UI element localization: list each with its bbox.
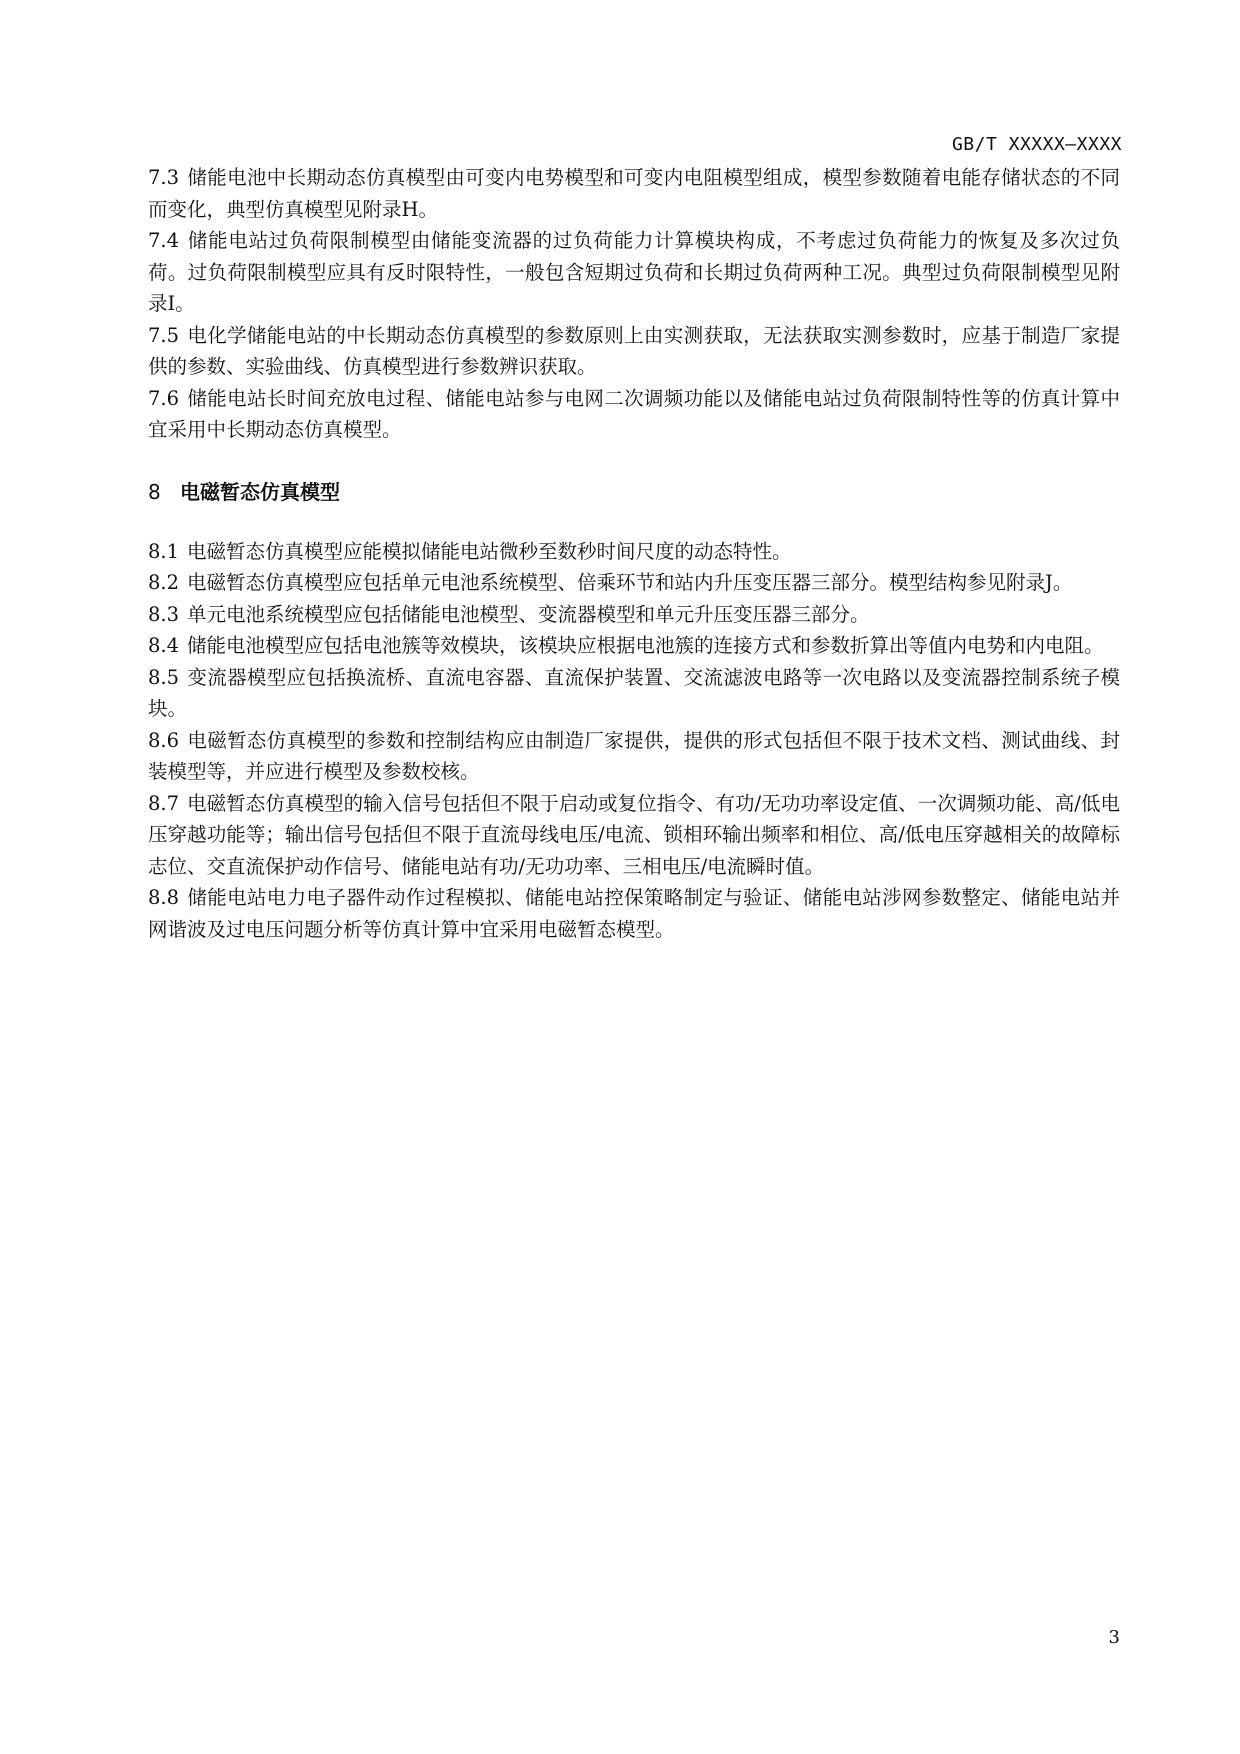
clause-8-1 <box>148 536 1120 568</box>
clause-number: 8.8 <box>148 886 180 909</box>
clause-text: 电磁暂态仿真模型的输入信号包括但不限于启动或复位指令、有功/无功功率设定值、一次调频功能、高/低电压穿越功能等；输出信号包括但不限于直流母线电压/电流、锁相环输出频率和相位、高/低电压穿越相关的故障标志位、交直流保护动作信号、储能电站有功/无功功率、三相电压/电流瞬时值。 <box>148 791 1120 878</box>
clause-8-4 <box>148 630 1120 662</box>
clause-7-5 <box>148 320 1120 383</box>
clause-text: 储能电池模型应包括电池簇等效模块，该模块应根据电池簇的连接方式和参数折算出等值内电势和内电阻。 <box>187 634 1104 657</box>
clause-text: 变流器模型应包括换流桥、直流电容器、直流保护装置、交流滤波电路等一次电路以及变流器控制系统子模块。 <box>148 665 1120 720</box>
clause-text: 电磁暂态仿真模型的参数和控制结构应由制造厂家提供，提供的形式包括但不限于技术文档、测试曲线、封装模型等，并应进行模型及参数校核。 <box>148 728 1120 783</box>
clause-text: 电化学储能电站的中长期动态仿真模型的参数原则上由实测获取，无法获取实测参数时，应基于制造厂家提供的参数、实验曲线、仿真模型进行参数辨识获取。 <box>148 323 1120 378</box>
clause-text: 储能电池中长期动态仿真模型由可变内电势模型和可变内电阻模型组成，模型参数随着电能存储状态的不同而变化，典型仿真模型见附录H。 <box>148 166 1120 221</box>
clause-number: 8.6 <box>148 728 180 752</box>
clause-number: 7.6 <box>148 386 180 410</box>
clause-7-4 <box>148 225 1120 320</box>
clause-8-3 <box>148 599 1120 631</box>
page-number: 3 <box>1108 1627 1120 1648</box>
clause-text: 储能电站长时间充放电过程、储能电站参与电网二次调频功能以及储能电站过负荷限制特性等的仿真计算中宜采用中长期动态仿真模型。 <box>148 386 1120 441</box>
clause-text: 单元电池系统模型应包括储能电池模型、变流器模型和单元升压变压器三部分。 <box>187 602 870 626</box>
clause-7-6 <box>148 383 1120 446</box>
clause-8-7 <box>148 788 1120 883</box>
section-8-heading <box>148 477 1120 508</box>
clause-number: 7.5 <box>148 323 180 347</box>
clause-8-6 <box>148 725 1120 788</box>
standard-code-header: GB/T XXXXX—XXXX <box>951 134 1122 155</box>
clause-number: 8.4 <box>148 634 180 657</box>
clause-8-2 <box>148 567 1120 599</box>
clause-text: 储能电站电力电子器件动作过程模拟、储能电站控保策略制定与验证、储能电站涉网参数整定、储能电站并网谐波及过电压问题分析等仿真计算中宜采用电磁暂态模型。 <box>148 886 1120 941</box>
clause-number: 8.1 <box>148 539 180 563</box>
clause-number: 8.7 <box>148 791 180 815</box>
clause-text: 电磁暂态仿真模型应能模拟储能电站微秒至数秒时间尺度的动态特性。 <box>187 539 792 563</box>
clause-8-5 <box>148 662 1120 725</box>
clause-number: 7.3 <box>148 166 180 189</box>
clause-7-3 <box>148 162 1120 225</box>
clause-number: 8.2 <box>148 571 180 594</box>
clause-number: 8.5 <box>148 665 180 689</box>
document-body <box>148 162 1120 945</box>
clause-text: 电磁暂态仿真模型应包括单元电池系统模型、倍乘环节和站内升压变压器三部分。模型结构参见附录J。 <box>187 571 1073 594</box>
clause-8-8 <box>148 882 1120 945</box>
section-number: 8 <box>148 479 161 504</box>
clause-number: 8.3 <box>148 602 180 626</box>
section-title: 电磁暂态仿真模型 <box>180 479 340 504</box>
clause-number: 7.4 <box>148 229 180 252</box>
clause-text: 储能电站过负荷限制模型由储能变流器的过负荷能力计算模块构成，不考虑过负荷能力的恢复及多次过负荷。过负荷限制模型应具有反时限特性，一般包含短期过负荷和长期过负荷两种工况。典型过负荷限制模型见附录I。 <box>148 229 1120 315</box>
